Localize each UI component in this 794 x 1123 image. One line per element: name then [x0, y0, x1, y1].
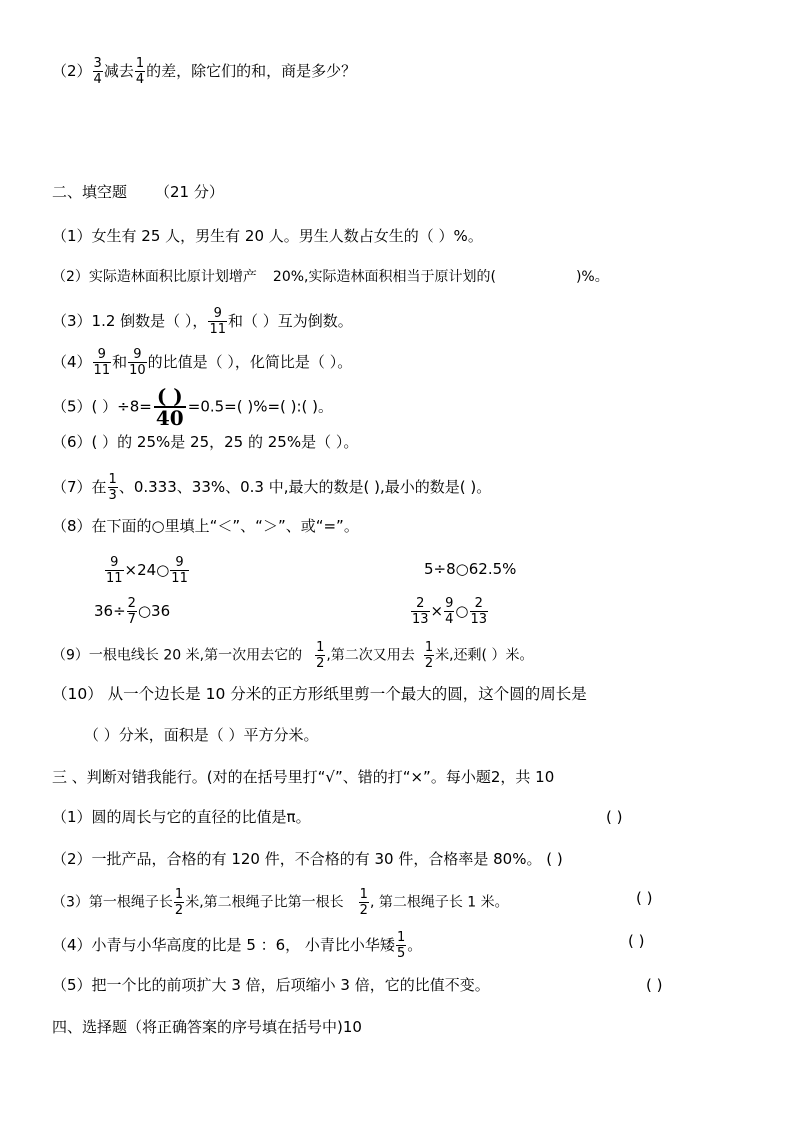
compare-4: $\frac{2}{13}$ × $\frac{9}{4}$ ○ $\frac{2}{13}$ [412, 596, 488, 627]
judge-q2: （2）一批产品，合格的有 120 件，不合格的有 30 件，合格率是 80%。 ( ) [52, 850, 563, 868]
judge-q4: （4）小青与小华高度的比是 5 ：6， 小青比小华矮 $\frac{1}{5}$ 。 [52, 930, 423, 961]
fill-q10-cont: （ ）分米，面积是（ ）平方分米。 [84, 726, 319, 744]
fill-q4: （4） $\frac{9}{11}$ 和 $\frac{9}{10}$ 的比值是（ ），化简比是（ ）。 [52, 347, 353, 378]
section-3-title: 三 、判断对错我能行。(对的在括号里打“√”、错的打“×”。每小题2，共 10 [52, 768, 555, 786]
question-index: （2） [52, 62, 92, 80]
fill-q2: （2）实际造林面积比原计划增产 20%,实际造林面积相当于原计划的( )%。 [52, 269, 609, 285]
fraction: $\frac{1}{4}$ [135, 56, 145, 87]
fraction: $\frac{9}{11}$ [209, 306, 226, 337]
compare-2: 5÷8○62.5% [424, 560, 517, 578]
text: 的差，除它们的和，商是多少？ [146, 62, 357, 80]
judge-q4-bracket: ( ) [628, 932, 645, 950]
section-4-title: 四、选择题（将正确答案的序号填在括号中)10 [52, 1018, 362, 1036]
fraction: $\frac{9}{10}$ [129, 347, 146, 378]
fill-q5: （5）( ）÷8= ( ) 40 =0.5=( )%=( ):( )。 [52, 384, 334, 430]
fraction: $\frac{9}{11}$ [93, 347, 111, 378]
judge-q3: （3）第一根绳子长 $\frac{1}{2}$ 米,第二根绳子比第一根长 $\frac{1}{2}$ , 第二根绳子长 1 米。 [52, 887, 509, 918]
judge-q5: （5）把一个比的前项扩大 3 倍，后项缩小 3 倍，它的比值不变。 [52, 976, 490, 994]
fill-q9: （9）一根电线长 20 米,第一次用去它的 $\frac{1}{2}$ ,第二次又用去 $\frac{1}{2}$ 米,还剩( ）米。 [52, 640, 534, 671]
fill-q6: （6）( ）的 25%是 25，25 的 25%是（ ）。 [52, 433, 359, 451]
fill-q7: （7）在 $\frac{1}{3}$ 、0.333、33%、0.3 中,最大的数是( ),最小的数是( )。 [52, 472, 492, 503]
fill-q1: （1）女生有 25 人，男生有 20 人。男生人数占女生的（ ）%。 [52, 227, 483, 245]
fill-q8: （8）在下面的○里填上“＜”、“＞”、或“=”。 [52, 517, 359, 535]
fill-q3: （3）1.2 倒数是（ ）， $\frac{9}{11}$ 和（ ）互为倒数。 [52, 306, 353, 337]
judge-q3-bracket: ( ) [636, 889, 653, 907]
compare-3: 36÷ $\frac{2}{7}$ ○36 [94, 596, 171, 627]
judge-q1: （1）圆的周长与它的直径的比值是π。 [52, 808, 311, 826]
big-fraction: ( ) 40 [154, 386, 186, 428]
question-prev-2 [52, 56, 356, 87]
judge-q5-bracket: ( ) [646, 976, 663, 994]
fill-q10: （10） 从一个边长是 10 分米的正方形纸里剪一个最大的圆，这个圆的周长是 [52, 685, 587, 703]
compare-1: $\frac{9}{11}$ ×24○ $\frac{9}{11}$ [106, 555, 188, 586]
fraction: $\frac{1}{3}$ [108, 472, 117, 503]
judge-q1-bracket: ( ) [606, 808, 623, 826]
fraction: $\frac{3}{4}$ [93, 56, 102, 87]
text: 减去 [103, 62, 134, 80]
section-2-title: 二、填空题 （21 分） [52, 183, 224, 201]
